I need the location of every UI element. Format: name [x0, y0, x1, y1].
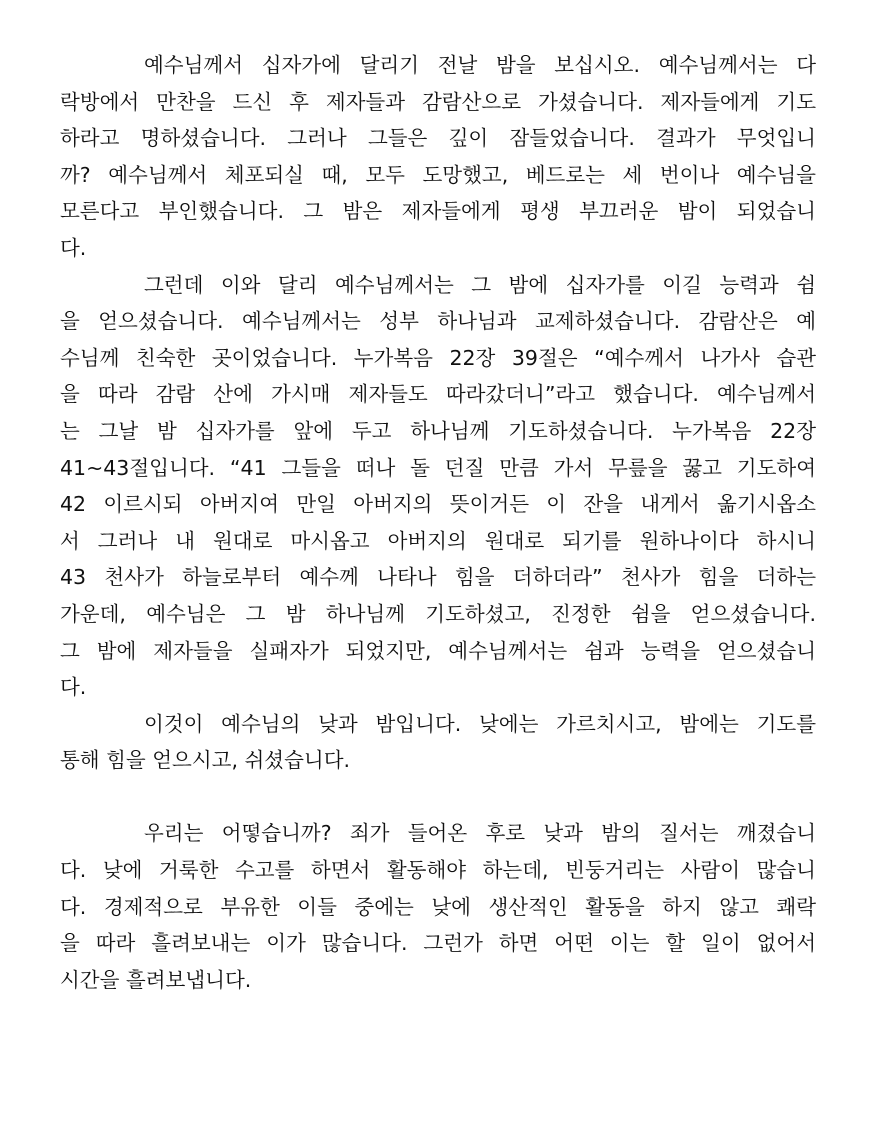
text-line: 다. 경제적으로 부유한 이들 중에는 낮에 생산적인 활동을 하지 않고 쾌락: [60, 894, 816, 919]
paragraph-3: [60, 706, 816, 779]
text-line: 을 따라 흘려보내는 이가 많습니다. 그런가 하면 어떤 이는 할 일이 없어서: [60, 931, 816, 956]
text-line: 41~43절입니다. “41 그들을 떠나 돌 던질 만큼 가서 무릎을 꿇고 기도하여: [60, 455, 816, 480]
text-line: 43 천사가 하늘로부터 예수께 나타나 힘을 더하더라” 천사가 힘을 더하는: [60, 565, 816, 590]
text-line: 42 이르시되 아버지여 만일 아버지의 뜻이거든 이 잔을 내게서 옮기시옵소: [60, 492, 816, 517]
text-line: 하라고 명하셨습니다. 그러나 그들은 깊이 잠들었습니다. 결과가 무엇입니: [60, 126, 816, 151]
text-line: 시간을 흘려보냅니다.: [60, 967, 252, 992]
text-line: 통해 힘을 얻으시고, 쉬셨습니다.: [60, 748, 351, 773]
text-line: 예수님께서 십자가에 달리기 전날 밤을 보십시오. 예수님께서는 다: [144, 53, 816, 77]
text-line: 그런데 이와 달리 예수님께서는 그 밤에 십자가를 이길 능력과 쉼: [144, 272, 816, 297]
text-line: 다.: [60, 235, 87, 260]
text-line: 이것이 예수님의 낮과 밤입니다. 낮에는 가르치시고, 밤에는 기도를: [144, 711, 816, 736]
text-line: 을 따라 감람 산에 가시매 제자들도 따라갔더니”라고 했습니다. 예수님께서: [60, 382, 816, 407]
text-line: 을 얻으셨습니다. 예수님께서는 성부 하나님과 교제하셨습니다. 감람산은 예: [60, 309, 816, 334]
text-line: 가운데, 예수님은 그 밤 하나님께 기도하셨고, 진정한 쉼을 얻으셨습니다.: [60, 601, 816, 626]
text-line: 우리는 어떻습니까? 죄가 들어온 후로 낮과 밤의 질서는 깨졌습니: [144, 821, 816, 846]
text-line: 서 그러나 내 원대로 마시옵고 아버지의 원대로 되기를 원하나이다 하시니: [60, 528, 816, 553]
text-line: 까? 예수님께서 체포되실 때, 모두 도망했고, 베드로는 세 번이나 예수님을: [60, 162, 816, 187]
text-line: 그 밤에 제자들을 실패자가 되었지만, 예수님께서는 쉼과 능력을 얻으셨습니: [60, 638, 816, 663]
document-page: [60, 47, 816, 998]
text-line: 락방에서 만찬을 드신 후 제자들과 감람산으로 가셨습니다. 제자들에게 기도: [60, 89, 816, 114]
text-line: 는 그날 밤 십자가를 앞에 두고 하나님께 기도하셨습니다. 누가복음 22장: [60, 418, 816, 443]
text-line: 다.: [60, 675, 87, 700]
text-line: 모른다고 부인했습니다. 그 밤은 제자들에게 평생 부끄러운 밤이 되었습니: [60, 199, 816, 224]
text-line: 수님께 친숙한 곳이었습니다. 누가복음 22장 39절은 “예수께서 나가사 습관: [60, 345, 816, 370]
paragraph-spacer: [60, 779, 816, 816]
text-line: 다. 낮에 거룩한 수고를 하면서 활동해야 하는데, 빈둥거리는 사람이 많습니: [60, 858, 816, 883]
paragraph-1: [60, 47, 816, 267]
paragraph-2: [60, 267, 816, 706]
paragraph-4: [60, 815, 816, 998]
